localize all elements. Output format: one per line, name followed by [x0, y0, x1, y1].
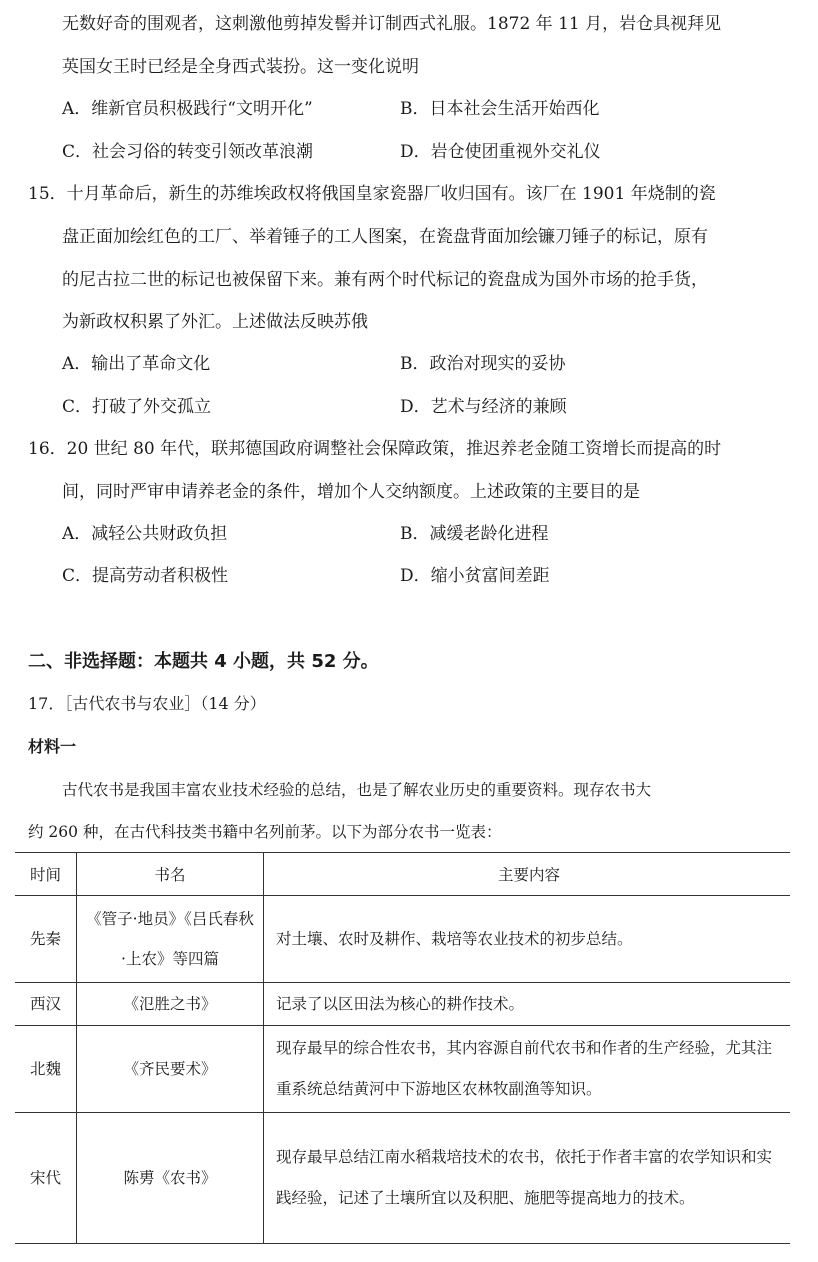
q14-line-2: 英国女王时已经是全身西式装扮。这一变化说明: [62, 57, 419, 77]
q15-line-3: 的尼古拉二世的标记也被保留下来。兼有两个时代标记的瓷盘成为国外市场的抢手货，: [62, 270, 708, 290]
q14-option-c: C．社会习俗的转变引领改革浪潮: [62, 142, 314, 162]
q17-header: 17．［古代农书与农业］（14 分）: [28, 694, 266, 713]
header-book: 书名: [77, 853, 264, 896]
q15-option-b: B．政治对现实的妥协: [400, 354, 566, 374]
table-header-row: [15, 853, 790, 896]
cell-book: 《管子·地员》《吕氏春秋·上农》等四篇: [77, 896, 264, 983]
q14-option-b: B．日本社会生活开始西化: [400, 99, 600, 119]
table-row: [15, 1026, 790, 1113]
cell-time: 西汉: [15, 983, 77, 1026]
section-title: 二、非选择题：本题共 4 小题，共 52 分。: [28, 651, 379, 672]
q15-option-d: D．艺术与经济的兼顾: [400, 397, 567, 417]
q15-option-c: C．打破了外交孤立: [62, 397, 212, 417]
agri-books-table: [15, 852, 790, 1244]
cell-content: 现存最早总结江南水稻栽培技术的农书，依托于作者丰富的农学知识和实践经验，记述了土壤所宜以及积肥、施肥等提高地力的技术。: [264, 1113, 791, 1244]
cell-book: 陈旉《农书》: [77, 1113, 264, 1244]
table-row: [15, 983, 790, 1026]
q14-option-d: D．岩仓使团重视外交礼仪: [400, 142, 601, 162]
q16-option-c: C．提高劳动者积极性: [62, 566, 229, 586]
q15-line-4: 为新政权积累了外汇。上述做法反映苏俄: [62, 312, 368, 332]
cell-time: 先秦: [15, 896, 77, 983]
q15-option-a: A．输出了革命文化: [62, 354, 211, 374]
q15-line-1: 15．十月革命后，新生的苏维埃政权将俄国皇家瓷器厂收归国有。该厂在 1901 年烧制的瓷: [28, 184, 716, 204]
q16-option-d: D．缩小贫富间差距: [400, 566, 550, 586]
q16-line-1: 16．20 世纪 80 年代，联邦德国政府调整社会保障政策，推迟养老金随工资增长而提高的时: [28, 439, 722, 459]
cell-content: 记录了以区田法为核心的耕作技术。: [264, 983, 791, 1026]
cell-book: 《氾胜之书》: [77, 983, 264, 1026]
cell-time: 北魏: [15, 1026, 77, 1113]
cell-time: 宋代: [15, 1113, 77, 1244]
q16-line-2: 间，同时严审申请养老金的条件，增加个人交纳额度。上述政策的主要目的是: [62, 482, 640, 502]
q15-line-2: 盘正面加绘红色的工厂、举着锤子的工人图案，在瓷盘背面加绘镰刀锤子的标记，原有: [62, 227, 708, 247]
header-content: 主要内容: [264, 853, 791, 896]
material-line-2: 约 260 种，在古代科技类书籍中名列前茅。以下为部分农书一览表：: [28, 823, 502, 841]
cell-content: 现存最早的综合性农书，其内容源自前代农书和作者的生产经验，尤其注重系统总结黄河中下游地区农林牧副渔等知识。: [264, 1026, 791, 1113]
table-row: [15, 1113, 790, 1244]
header-time: 时间: [15, 853, 77, 896]
q14-line-1: 无数好奇的围观者，这刺激他剪掉发髻并订制西式礼服。1872 年 11 月，岩仓具视拜见: [62, 14, 722, 34]
cell-content: 对土壤、农时及耕作、栽培等农业技术的初步总结。: [264, 896, 791, 983]
q16-option-a: A．减轻公共财政负担: [62, 524, 228, 544]
material-title: 材料一: [28, 737, 77, 756]
table-row: [15, 896, 790, 983]
material-line-1: 古代农书是我国丰富农业技术经验的总结，也是了解农业历史的重要资料。现存农书大: [62, 781, 652, 799]
q16-option-b: B．减缓老龄化进程: [400, 524, 549, 544]
cell-book: 《齐民要术》: [77, 1026, 264, 1113]
q14-option-a: A．维新官员积极践行“文明开化”: [62, 99, 313, 119]
